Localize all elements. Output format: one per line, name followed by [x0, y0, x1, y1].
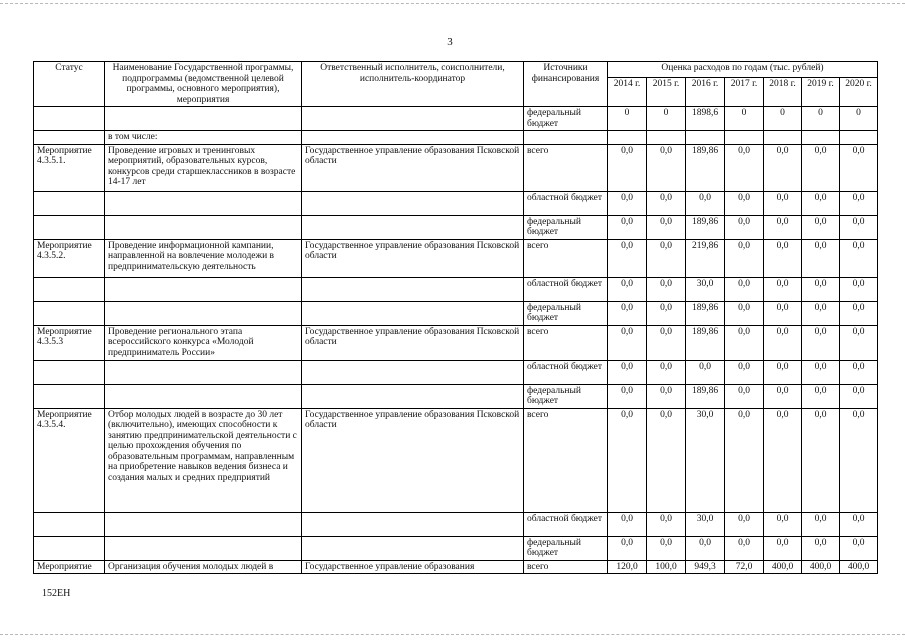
source-cell: всего	[524, 560, 608, 574]
status-cell	[34, 277, 105, 301]
executor-cell	[302, 301, 524, 325]
status-cell	[34, 536, 105, 560]
source-cell: областной бюджет	[524, 191, 608, 215]
value-cell: 0,0	[647, 239, 686, 277]
measure-name: Проведение информационной кампании, направленной на вовлечение молодежи в предпринимательскую деятельность	[105, 239, 302, 277]
source-cell: федеральный бюджет	[524, 301, 608, 325]
value-cell: 0,0	[802, 277, 840, 301]
value-cell: 0,0	[802, 384, 840, 408]
value-cell: 0,0	[840, 384, 878, 408]
value-cell: 0,0	[725, 191, 764, 215]
value-cell: 189,86	[686, 384, 725, 408]
executor-cell	[302, 107, 524, 131]
value-cell: 72,0	[725, 560, 764, 574]
header-year: 2015 г.	[647, 78, 686, 107]
header-name: Наименование Государственной программы, подпрограммы (ведомственной целевой программы, основного мероприятия), мероприятия	[105, 62, 302, 107]
empty-cell	[764, 131, 802, 145]
status-cell	[34, 512, 105, 536]
intro-row	[34, 107, 878, 131]
value-cell: 0,0	[802, 215, 840, 239]
value-cell: 0,0	[725, 360, 764, 384]
empty-cell	[725, 131, 764, 145]
measure-row	[34, 144, 878, 191]
value-cell: 0,0	[608, 191, 647, 215]
value-cell: 189,86	[686, 325, 725, 360]
measure-subrow	[34, 215, 878, 239]
value-cell: 0,0	[608, 360, 647, 384]
executor-cell	[302, 360, 524, 384]
measure-subrow	[34, 536, 878, 560]
header-row	[34, 62, 878, 78]
scan-edge-top	[0, 3, 905, 4]
measure-executor: Государственное управление образования	[302, 560, 524, 574]
value-cell: 0,0	[840, 277, 878, 301]
empty-cell	[302, 131, 524, 145]
value-cell: 0,0	[647, 215, 686, 239]
measure-subrow	[34, 191, 878, 215]
value-cell: 0,0	[764, 360, 802, 384]
header-executor: Ответственный исполнитель, соисполнители, исполнитель-координатор	[302, 62, 524, 107]
value-cell: 0,0	[608, 144, 647, 191]
measure-status: Мероприятие 4.3.5.3	[34, 325, 105, 360]
header-status: Статус	[34, 62, 105, 107]
source-cell: всего	[524, 239, 608, 277]
value-cell: 0,0	[840, 215, 878, 239]
name-cell	[105, 215, 302, 239]
value-cell: 0,0	[647, 277, 686, 301]
value-cell: 0	[802, 107, 840, 131]
empty-cell	[802, 131, 840, 145]
value-cell: 0,0	[764, 191, 802, 215]
value-cell: 0,0	[764, 536, 802, 560]
header-year: 2014 г.	[608, 78, 647, 107]
measure-name: Проведение регионального этапа всероссийского конкурса «Молодой предприниматель России»	[105, 325, 302, 360]
value-cell: 1898,6	[686, 107, 725, 131]
value-cell: 0,0	[764, 512, 802, 536]
value-cell: 100,0	[647, 560, 686, 574]
value-cell: 0,0	[647, 384, 686, 408]
value-cell: 0,0	[608, 301, 647, 325]
value-cell: 949,3	[686, 560, 725, 574]
name-cell	[105, 384, 302, 408]
measure-name: Организация обучения молодых людей в	[105, 560, 302, 574]
header-year: 2019 г.	[802, 78, 840, 107]
value-cell: 0,0	[802, 536, 840, 560]
measure-executor: Государственное управление образования Псковской области	[302, 408, 524, 512]
name-cell	[105, 536, 302, 560]
value-cell: 0	[764, 107, 802, 131]
value-cell: 0,0	[802, 512, 840, 536]
scan-edge-bottom	[0, 634, 905, 635]
value-cell: 0,0	[608, 408, 647, 512]
name-cell	[105, 512, 302, 536]
value-cell: 0,0	[764, 408, 802, 512]
status-cell	[34, 191, 105, 215]
last-measure-row	[34, 560, 878, 574]
value-cell: 0,0	[840, 408, 878, 512]
measure-subrow	[34, 384, 878, 408]
page-number: 3	[447, 36, 453, 48]
status-cell	[34, 384, 105, 408]
empty-cell	[524, 131, 608, 145]
value-cell: 0,0	[647, 408, 686, 512]
value-cell: 30,0	[686, 512, 725, 536]
executor-cell	[302, 512, 524, 536]
value-cell: 0,0	[802, 239, 840, 277]
value-cell: 189,86	[686, 301, 725, 325]
value-cell: 0,0	[840, 512, 878, 536]
value-cell: 0,0	[725, 277, 764, 301]
value-cell: 0,0	[647, 301, 686, 325]
value-cell: 0,0	[802, 144, 840, 191]
source-cell: областной бюджет	[524, 360, 608, 384]
measure-subrow	[34, 512, 878, 536]
value-cell: 0,0	[725, 301, 764, 325]
value-cell: 0	[725, 107, 764, 131]
header-year: 2017 г.	[725, 78, 764, 107]
value-cell: 0,0	[686, 191, 725, 215]
empty-cell	[686, 131, 725, 145]
value-cell: 0,0	[764, 144, 802, 191]
measure-status: Мероприятие	[34, 560, 105, 574]
measure-status: Мероприятие 4.3.5.4.	[34, 408, 105, 512]
measure-executor: Государственное управление образования Псковской области	[302, 144, 524, 191]
value-cell: 0,0	[647, 360, 686, 384]
measure-name: Отбор молодых людей в возрасте до 30 лет (включительно), имеющих способности к занятию предпринимательской деятельности с целью прохождения обучения по образовательным программам, направленным на приобретение навыков ведения бизнеса и создания малых и средних предприятий	[105, 408, 302, 512]
executor-cell	[302, 191, 524, 215]
value-cell: 0,0	[608, 512, 647, 536]
source-cell: федеральный бюджет	[524, 384, 608, 408]
value-cell: 0,0	[764, 239, 802, 277]
measure-row	[34, 408, 878, 512]
executor-cell	[302, 384, 524, 408]
executor-cell	[302, 277, 524, 301]
name-cell	[105, 191, 302, 215]
header-sources: Источники финансирования	[524, 62, 608, 107]
measure-executor: Государственное управление образования Псковской области	[302, 325, 524, 360]
value-cell: 400,0	[764, 560, 802, 574]
value-cell: 0,0	[647, 144, 686, 191]
value-cell: 0,0	[608, 215, 647, 239]
measure-subrow	[34, 301, 878, 325]
value-cell: 189,86	[686, 215, 725, 239]
source-cell: всего	[524, 144, 608, 191]
value-cell: 189,86	[686, 144, 725, 191]
value-cell: 0,0	[647, 536, 686, 560]
value-cell: 0,0	[764, 215, 802, 239]
source-cell: всего	[524, 325, 608, 360]
empty-cell	[608, 131, 647, 145]
status-cell	[34, 215, 105, 239]
measure-status: Мероприятие 4.3.5.1.	[34, 144, 105, 191]
value-cell: 0,0	[802, 325, 840, 360]
value-cell: 0,0	[764, 301, 802, 325]
source-cell: всего	[524, 408, 608, 512]
value-cell: 0,0	[764, 325, 802, 360]
value-cell: 0,0	[764, 384, 802, 408]
value-cell: 120,0	[608, 560, 647, 574]
source-cell: областной бюджет	[524, 277, 608, 301]
measure-row	[34, 239, 878, 277]
value-cell: 0,0	[802, 408, 840, 512]
value-cell: 0,0	[686, 536, 725, 560]
name-cell	[105, 301, 302, 325]
source-cell: федеральный бюджет	[524, 107, 608, 131]
header-year: 2020 г.	[840, 78, 878, 107]
value-cell: 0,0	[840, 536, 878, 560]
value-cell: 30,0	[686, 408, 725, 512]
value-cell: 0,0	[608, 384, 647, 408]
source-cell: федеральный бюджет	[524, 536, 608, 560]
value-cell: 219,86	[686, 239, 725, 277]
value-cell: 0,0	[840, 191, 878, 215]
value-cell: 0,0	[725, 408, 764, 512]
value-cell: 0,0	[647, 512, 686, 536]
value-cell: 0,0	[840, 239, 878, 277]
measure-name: Проведение игровых и тренинговых мероприятий, образовательных курсов, конкурсов среди старшеклассников в возрасте 14-17 лет	[105, 144, 302, 191]
header-year: 2016 г.	[686, 78, 725, 107]
value-cell: 0	[608, 107, 647, 131]
value-cell: 0,0	[725, 536, 764, 560]
measure-subrow	[34, 360, 878, 384]
value-cell: 0	[647, 107, 686, 131]
value-cell: 0,0	[608, 239, 647, 277]
value-cell: 0,0	[608, 325, 647, 360]
value-cell: 0,0	[725, 512, 764, 536]
including-row	[34, 131, 878, 145]
empty-cell	[840, 131, 878, 145]
footer-code: 152ЕН	[42, 588, 71, 599]
measure-row	[34, 325, 878, 360]
executor-cell	[302, 215, 524, 239]
name-cell	[105, 277, 302, 301]
budget-table	[33, 61, 878, 574]
measure-subrow	[34, 277, 878, 301]
value-cell: 0,0	[840, 144, 878, 191]
header-estimate: Оценка расходов по годам (тыс. рублей)	[608, 62, 878, 78]
value-cell: 0,0	[802, 360, 840, 384]
value-cell: 0,0	[608, 536, 647, 560]
value-cell: 0	[840, 107, 878, 131]
status-cell	[34, 301, 105, 325]
value-cell: 0,0	[725, 384, 764, 408]
source-cell: федеральный бюджет	[524, 215, 608, 239]
value-cell: 0,0	[840, 301, 878, 325]
value-cell: 0,0	[647, 325, 686, 360]
empty-cell	[647, 131, 686, 145]
status-cell	[34, 131, 105, 145]
value-cell: 400,0	[840, 560, 878, 574]
header-year: 2018 г.	[764, 78, 802, 107]
value-cell: 0,0	[840, 325, 878, 360]
value-cell: 0,0	[725, 215, 764, 239]
executor-cell	[302, 536, 524, 560]
value-cell: 0,0	[686, 360, 725, 384]
value-cell: 0,0	[647, 191, 686, 215]
value-cell: 0,0	[802, 301, 840, 325]
status-cell	[34, 107, 105, 131]
value-cell: 30,0	[686, 277, 725, 301]
value-cell: 0,0	[725, 144, 764, 191]
value-cell: 0,0	[764, 277, 802, 301]
value-cell: 0,0	[725, 325, 764, 360]
including-label: в том числе:	[105, 131, 302, 145]
value-cell: 0,0	[608, 277, 647, 301]
name-cell	[105, 360, 302, 384]
source-cell: областной бюджет	[524, 512, 608, 536]
value-cell: 400,0	[802, 560, 840, 574]
measure-executor: Государственное управление образования Псковской области	[302, 239, 524, 277]
value-cell: 0,0	[802, 191, 840, 215]
name-cell	[105, 107, 302, 131]
measure-status: Мероприятие 4.3.5.2.	[34, 239, 105, 277]
value-cell: 0,0	[840, 360, 878, 384]
status-cell	[34, 360, 105, 384]
value-cell: 0,0	[725, 239, 764, 277]
